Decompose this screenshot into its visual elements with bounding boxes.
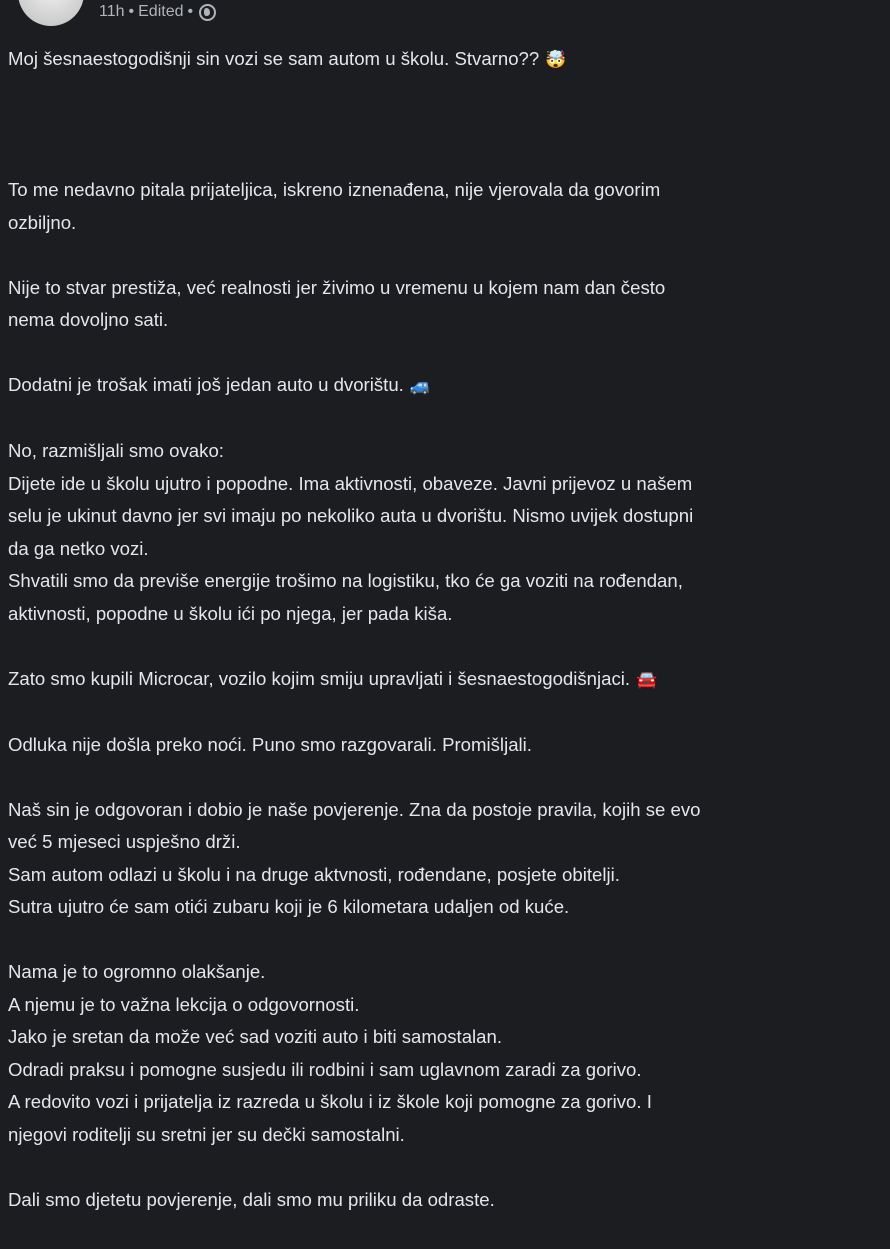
post-text-line <box>8 533 890 566</box>
post-paragraph <box>8 1184 890 1217</box>
post-paragraph <box>8 369 890 403</box>
post-text-line <box>8 565 890 598</box>
post-text-line <box>8 304 890 337</box>
post-text: da ga netko vozi. <box>8 537 149 559</box>
post-text: A redovito vozi i prijatelja iz razreda u školu i iz škole koji pomogne za gorivo. I <box>8 1091 652 1112</box>
post-text-line <box>8 1119 890 1152</box>
post-text: ozbiljno. <box>8 211 77 233</box>
post-text-line <box>8 859 890 892</box>
post-text: Sam autom odlazi u školu i na druge aktvnosti, rođendane, posjete obitelji. <box>8 863 620 885</box>
post-text-line <box>8 826 890 859</box>
post-text: Nije to stvar prestiža, već realnosti jer živimo u vremenu u kojem nam dan često <box>8 276 666 298</box>
post-text: To me nedavno pitala prijateljica, iskreno iznenađena, nije vjerovala da govorim <box>8 179 661 200</box>
post-text-line <box>8 1184 890 1217</box>
post-text: Jako je sretan da može već sad voziti auto i biti samostalan. <box>8 1026 503 1047</box>
post-text: Zato smo kupili Microcar, vozilo kojim smiju upravljati i šesnaestogodišnjaci. <box>8 667 631 689</box>
post-paragraph <box>8 174 890 239</box>
post-text-line <box>8 500 890 533</box>
post-text-line <box>8 729 890 762</box>
post-text: nema dovoljno sati. <box>8 309 169 330</box>
post-text: aktivnosti, popodne u školu ići po njega, jer pada kiša. <box>8 602 453 624</box>
post-paragraph <box>8 794 890 924</box>
emoji-icon: 🚘 <box>636 669 658 689</box>
edited-label[interactable]: Edited <box>138 3 184 20</box>
post-text-line <box>8 174 890 207</box>
separator: • <box>128 3 135 20</box>
post-text-line <box>8 468 890 501</box>
post-body <box>8 43 890 1249</box>
post-text-line <box>8 956 890 989</box>
post-paragraph <box>8 956 890 1151</box>
post-time[interactable]: 11h <box>99 3 125 20</box>
post-paragraph <box>8 43 890 77</box>
post-text: Odluka nije došla preko noći. Puno smo razgovarali. Promišljali. <box>8 733 532 755</box>
post-text: Shvatili smo da previše energije trošimo na logistiku, tko će ga voziti na rođendan, <box>8 570 683 591</box>
post-text-line <box>8 369 890 403</box>
author-avatar[interactable] <box>18 0 84 26</box>
emoji-icon: 🚙 <box>409 376 432 395</box>
globe-icon[interactable] <box>199 4 216 21</box>
post-text: Dodatni je trošak imati još jedan auto u dvorištu. <box>8 374 404 395</box>
post-text-line <box>8 272 890 305</box>
post-text: selu je ukinut davno jer svi imaju po nekoliko auta u dvorištu. Nismo uvijek dostupni <box>8 505 694 526</box>
post-text: Dijete ide u školu ujutro i popodne. Ima aktivnosti, obaveze. Javni prijevoz u našem <box>8 472 693 494</box>
post-text-line <box>8 891 890 924</box>
post-text: A njemu je to važna lekcija o odgovornosti. <box>8 993 360 1015</box>
post-text-line <box>8 663 890 697</box>
post-text: Nama je to ogromno olakšanje. <box>8 961 266 982</box>
post-text: No, razmišljali smo ovako: <box>8 440 224 461</box>
post-paragraph <box>8 272 890 337</box>
post-text-line <box>8 1054 890 1087</box>
post-text-line <box>8 989 890 1022</box>
post-text: već 5 mjeseci uspješno drži. <box>8 831 241 852</box>
post-paragraph <box>8 729 890 762</box>
post-text: Sutra ujutro će sam otići zubaru koji je 6 kilometara udaljen od kuće. <box>8 896 570 917</box>
post-text-line <box>8 1086 890 1119</box>
post-text: Naš sin je odgovoran i dobio je naše povjerenje. Zna da postoje pravila, kojih se evo <box>8 798 701 820</box>
post-text-line <box>8 1021 890 1054</box>
post-text: njegovi roditelji su sretni jer su dečki samostalni. <box>8 1123 405 1145</box>
separator: • <box>187 3 194 20</box>
post-paragraph <box>8 663 890 697</box>
post-text-line <box>8 598 890 631</box>
post-text-line <box>8 435 890 468</box>
post-text: Moj šesnaestogodišnji sin vozi se sam autom u školu. Stvarno?? <box>8 48 540 69</box>
post-text-line <box>8 794 890 827</box>
post-text: Dali smo djetetu povjerenje, dali smo mu priliku da odraste. <box>8 1188 495 1210</box>
emoji-icon: 🤯 <box>545 50 567 69</box>
post-text-line <box>8 207 890 240</box>
post-text-line <box>8 43 890 77</box>
post-text: Odradi praksu i pomogne susjedu ili rodbini i sam uglavnom zaradi za gorivo. <box>8 1058 642 1080</box>
post-paragraph <box>8 435 890 630</box>
post-meta <box>99 3 216 21</box>
